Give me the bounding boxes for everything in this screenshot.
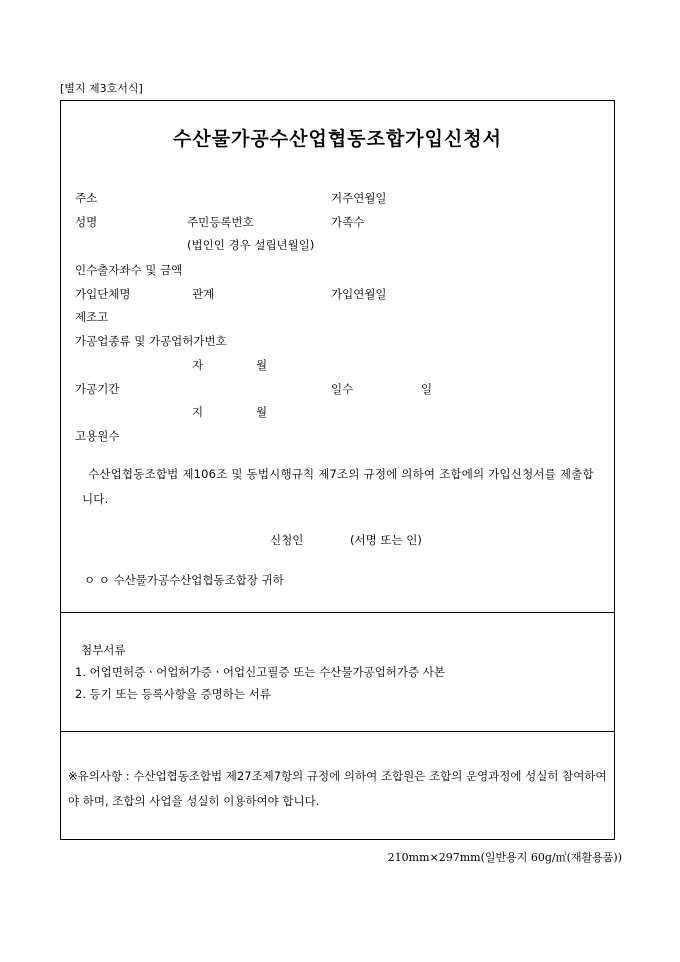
period-to-label: 지 bbox=[192, 405, 204, 419]
attachment-item: 2. 등기 또는 등록사항을 증명하는 서류 bbox=[75, 687, 271, 701]
attachment-item: 1. 어업면허증ㆍ어업허가증ㆍ어업신고필증 또는 수산물가공업허가증 사본 bbox=[75, 665, 445, 679]
form-title: 수산물가공수산업협동조합가입신청서 bbox=[172, 128, 503, 150]
days-label: 일수 bbox=[331, 382, 354, 396]
section-divider bbox=[60, 731, 615, 732]
family-count-label: 가족수 bbox=[331, 215, 365, 229]
processing-type-license-label: 가공업종류 및 가공업허가번호 bbox=[75, 334, 227, 348]
period-from-month-label: 월 bbox=[256, 358, 268, 372]
addressee: ㅇ ㅇ 수산물가공수산업협동조합장 귀하 bbox=[84, 573, 284, 587]
paper-spec: 210mm×297mm(일반용지 60g/㎡(재활용품)) bbox=[387, 851, 622, 864]
shares-amount-label: 인수출자좌수 및 금액 bbox=[75, 263, 183, 277]
address-label: 주소 bbox=[75, 191, 98, 205]
notice-text: ※유의사항 : 수산업협동조합법 제27조제7항의 규정에 의하여 조합원은 조합의 운영과정에 성실히 참여하여야 하며, 조합의 사업을 성실히 이용하여야 합니다. bbox=[68, 769, 607, 808]
period-to-month-label: 월 bbox=[256, 405, 268, 419]
manufacturing-output-label: 제조고 bbox=[75, 310, 109, 324]
section-divider bbox=[60, 612, 615, 613]
resident-number-label: 주민등록번호 bbox=[187, 215, 254, 229]
period-from-label: 자 bbox=[192, 358, 204, 372]
form-number: [별지 제3호서식] bbox=[60, 82, 143, 95]
processing-period-label: 가공기간 bbox=[75, 382, 120, 396]
residence-date-label: 거주연월일 bbox=[331, 191, 387, 205]
relation-label: 관계 bbox=[192, 287, 215, 301]
name-label: 성명 bbox=[75, 215, 98, 229]
member-org-name-label: 가입단체명 bbox=[75, 287, 131, 301]
applicant-label: 신청인 bbox=[270, 533, 304, 547]
corporate-note: (법인인 경우 설립년월일) bbox=[187, 238, 315, 252]
application-statement: 수산업협동조합법 제106조 및 동법시행규칙 제7조의 규정에 의하여 조합에의 가입신청서를 제출합니다. bbox=[82, 467, 594, 506]
employees-label: 고용원수 bbox=[75, 429, 120, 443]
join-date-label: 가입연월일 bbox=[331, 287, 387, 301]
days-unit-label: 일 bbox=[421, 382, 433, 396]
attachments-heading: 첨부서류 bbox=[81, 643, 126, 657]
signature-label: (서명 또는 인) bbox=[350, 533, 422, 547]
